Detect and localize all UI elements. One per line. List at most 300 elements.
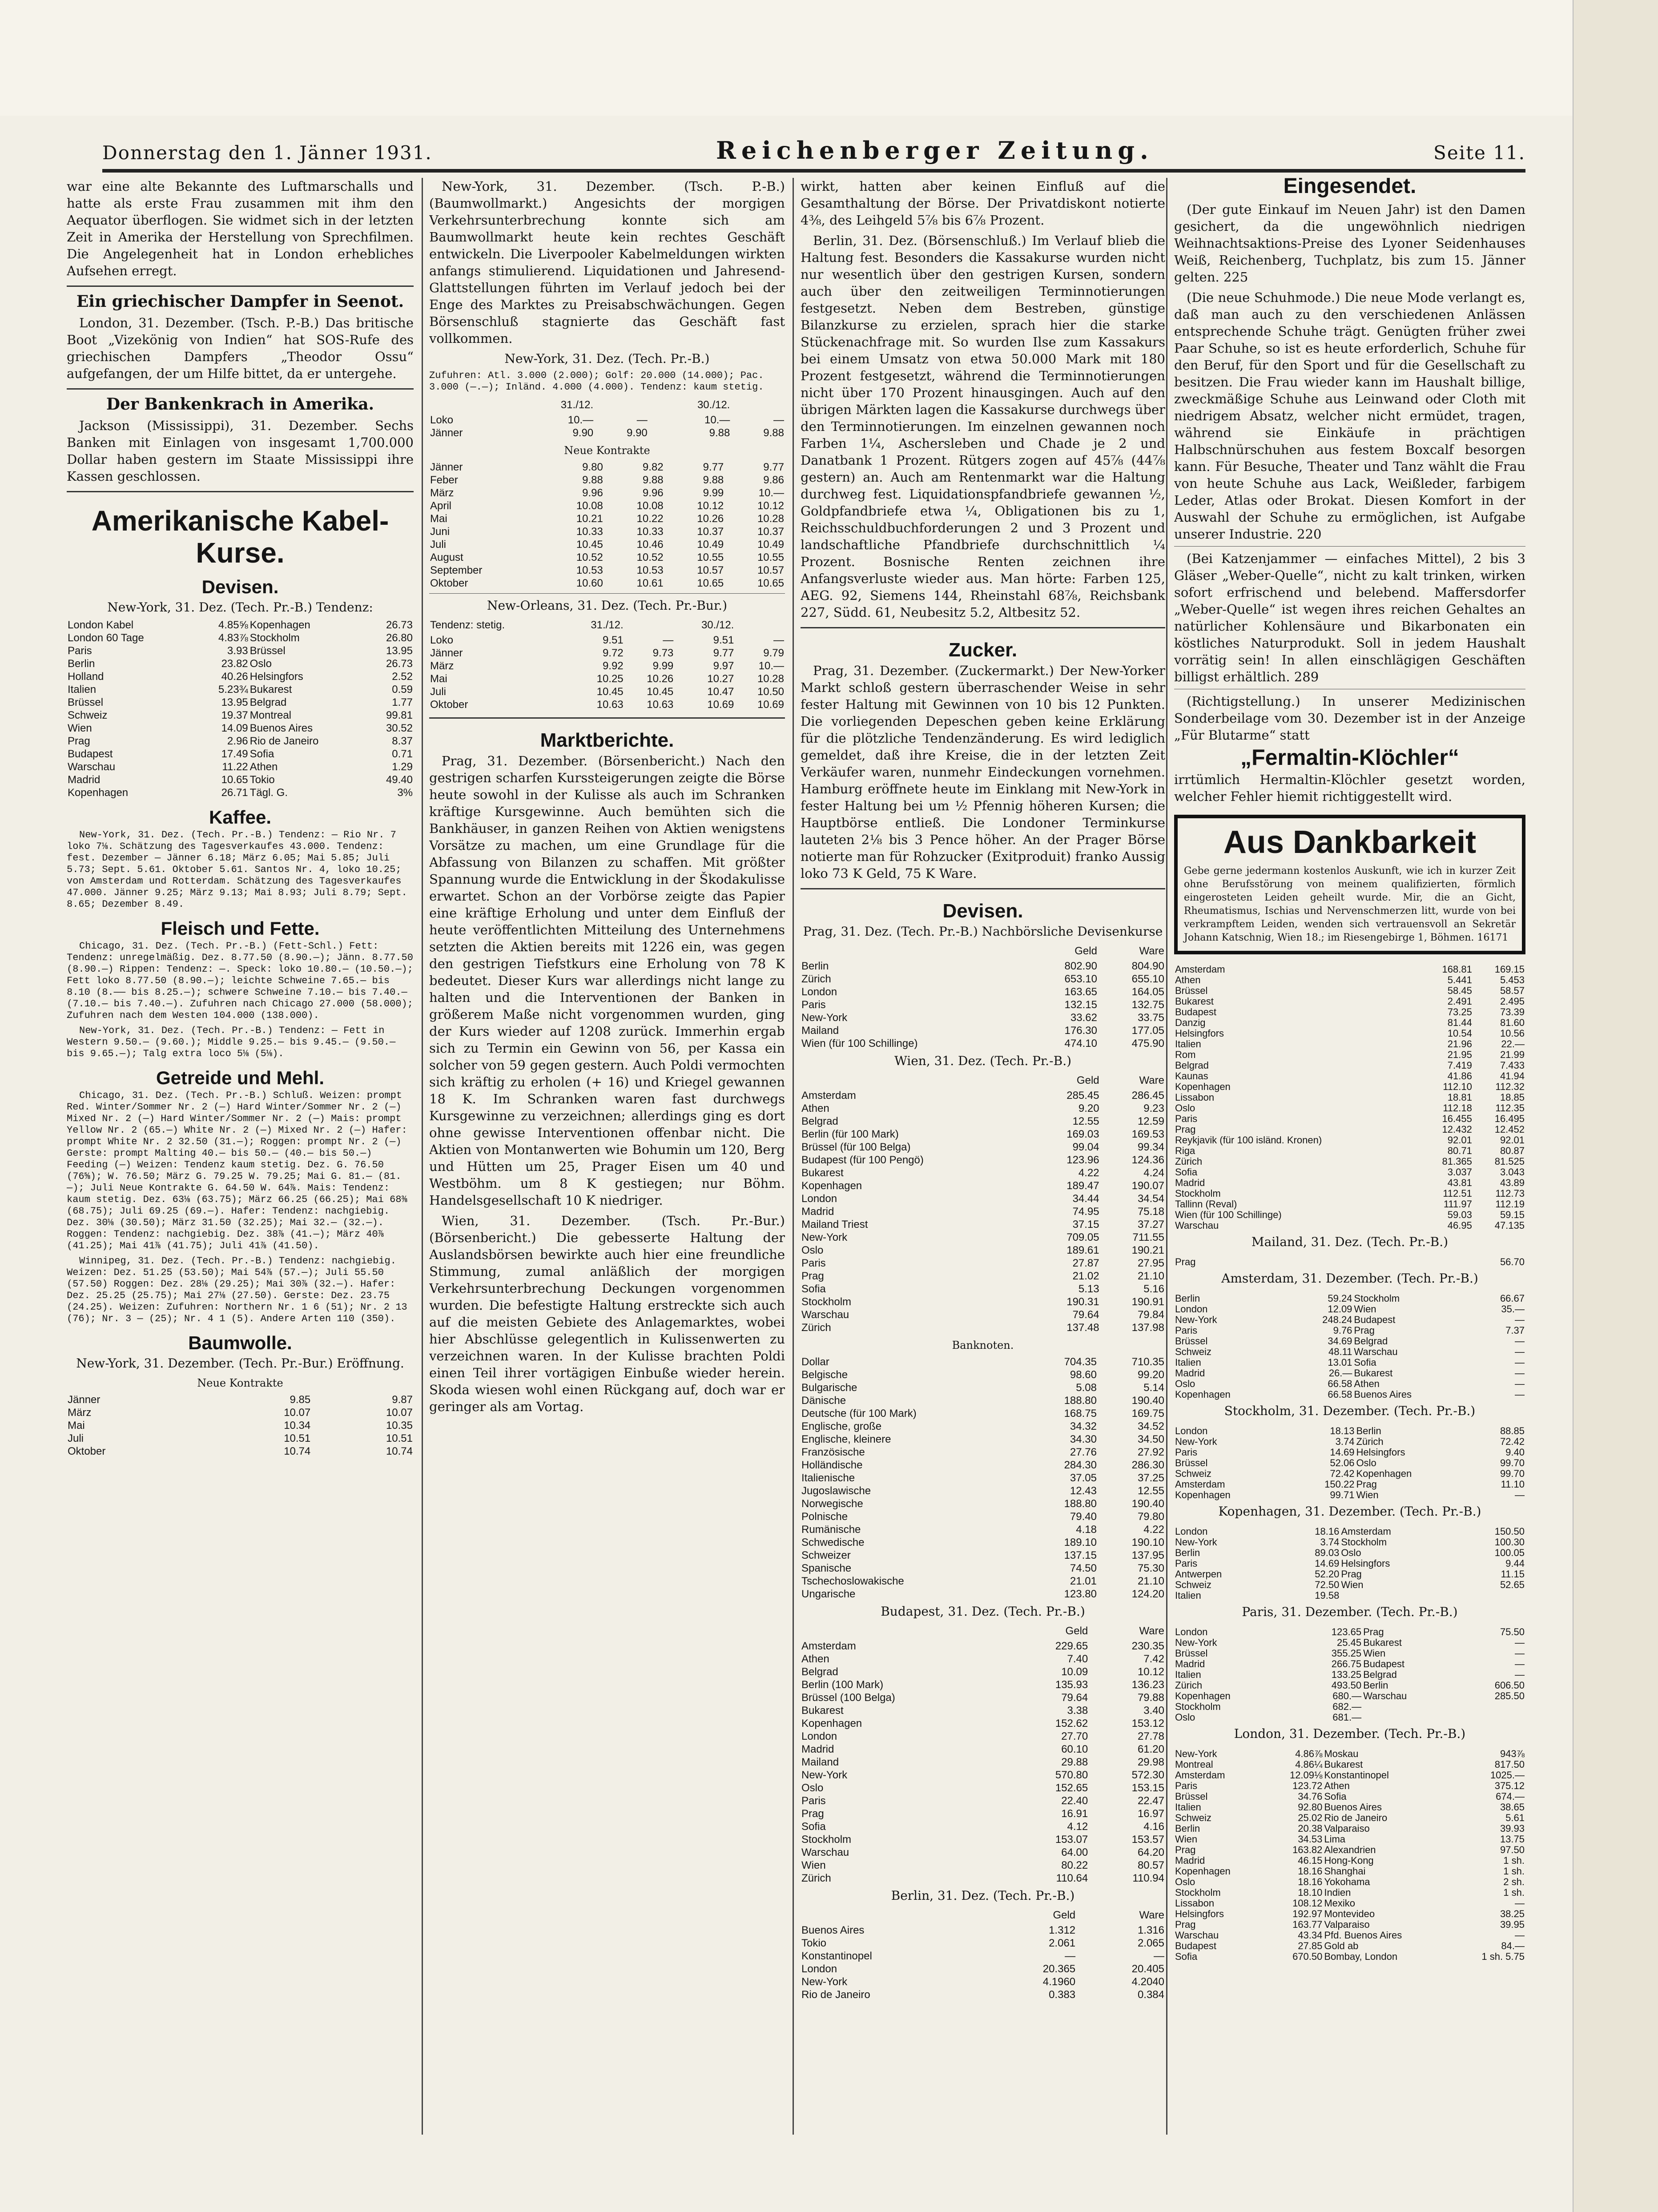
table-row (801, 1963, 1165, 1975)
table-cell: Rio de Janeiro (250, 735, 319, 747)
table-cell: 64.00 (1061, 1846, 1088, 1858)
table-cell: 10.52 (636, 551, 664, 563)
table-cell: 110.64 (1056, 1872, 1088, 1884)
table-cell: 22.— (1501, 1038, 1525, 1050)
table-cell: Stockholm (1341, 1536, 1387, 1548)
table-cell: Italien (1175, 1669, 1201, 1680)
table-cell: 111.97 (1443, 1199, 1472, 1210)
table-cell: 12.55 (1137, 1485, 1164, 1497)
table-cell: 21.10 (1137, 1575, 1164, 1587)
table-cell: Berlin (für 100 Mark) (801, 1128, 899, 1140)
table-cell: Helsingfors (250, 671, 303, 683)
table-row (67, 657, 414, 670)
table-row (1174, 1007, 1525, 1018)
table-cell: Amsterdam (1175, 1479, 1225, 1490)
table-cell: Helsingfors (1175, 1028, 1224, 1039)
table-cell: Schweiz (1175, 1812, 1211, 1823)
table-cell: Rio de Janeiro (801, 1989, 870, 2001)
table-row (1174, 1669, 1525, 1680)
table-row (801, 1588, 1165, 1601)
dateline: Kopenhagen, 31. Dezember. (Tech. Pr.-B.) (1218, 1504, 1481, 1519)
table-cell: Wien (für 100 Schillinge) (1175, 1209, 1282, 1220)
table-cell: 18.10 (1298, 1887, 1323, 1898)
newspaper-title: Reichenberger Zeitung. (716, 136, 1154, 165)
table-cell: Konstantinopel (801, 1950, 872, 1962)
table-cell: Shanghai (1324, 1866, 1366, 1877)
table-cell: Tokio (801, 1937, 827, 1949)
table-cell: 10.69 (757, 699, 784, 711)
table-row (801, 1975, 1165, 1988)
table-cell: Indien (1324, 1887, 1351, 1898)
table-cell: 2 sh. (1503, 1876, 1525, 1887)
table-cell: 10.26 (697, 513, 724, 525)
table-cell: Paris (1175, 1325, 1198, 1336)
table-row (429, 512, 785, 525)
table-cell: Berlin (1363, 1680, 1388, 1691)
table-row (1174, 1325, 1525, 1336)
table-row (1174, 1178, 1525, 1188)
table-cell: 9.77 (703, 461, 724, 473)
table-subhead: Neue Kontrakte (197, 1377, 283, 1389)
table-cell: 135.93 (1055, 1679, 1088, 1691)
table-cell: — (636, 414, 648, 426)
table-cell: 11.22 (222, 761, 248, 773)
column-1 (67, 178, 414, 2135)
table-cell: 13.95 (386, 645, 413, 657)
table-cell: Alexandrien (1324, 1844, 1376, 1855)
table-row (801, 1472, 1165, 1484)
column-header: Ware (1139, 1909, 1164, 1921)
table-cell: — (1515, 1357, 1525, 1368)
column-3 (801, 178, 1165, 2135)
table-cell: 4.86¼ (1295, 1759, 1323, 1770)
table-cell: 132.15 (1064, 999, 1097, 1011)
dateline: New-York, 31. Dez. (Tech. Pr.-B.) Tendenz: (107, 600, 373, 615)
table-cell: 61.20 (1137, 1743, 1164, 1755)
table-cell: Schweiz (1175, 1346, 1211, 1357)
table-row (1174, 1691, 1525, 1701)
column-header: Ware (1139, 945, 1164, 957)
table-cell: Brüssel (1175, 1648, 1208, 1659)
table-cell: 19.37 (221, 709, 248, 721)
table-cell: 10.53 (576, 564, 603, 576)
table-row (801, 1640, 1165, 1653)
table-row (429, 647, 785, 660)
table-cell: 10.37 (757, 526, 784, 538)
table-cell: 10.46 (636, 539, 664, 551)
table-cell: — (1065, 1950, 1076, 1962)
table-row (801, 1924, 1165, 1937)
table-row (801, 1782, 1165, 1794)
table-cell: 72.42 (1500, 1436, 1525, 1447)
table-row (1174, 1188, 1525, 1199)
table-row (1174, 1082, 1525, 1092)
table-cell: Oslo (1175, 1102, 1195, 1114)
table-cell: 27.85 (1298, 1940, 1323, 1951)
table-cell: Madrid (68, 774, 101, 786)
table-cell: 52.06 (1330, 1457, 1355, 1468)
table-cell: 4.2040 (1131, 1976, 1164, 1988)
table-cell: 1 sh. (1503, 1855, 1525, 1866)
table-row (1174, 1845, 1525, 1855)
table-cell: Gold ab (1324, 1940, 1359, 1951)
table-cell: 3.043 (1500, 1166, 1525, 1178)
table-row (1174, 1304, 1525, 1315)
table-cell: 79.64 (1061, 1692, 1088, 1704)
table-row (801, 1321, 1165, 1334)
table-cell: Sofia (1175, 1951, 1198, 1962)
table-row (429, 551, 785, 564)
table-cell: 26.— (1328, 1367, 1352, 1379)
column-4 (1174, 178, 1525, 2135)
table-cell: Stockholm (1175, 1887, 1221, 1898)
table-cell: 110.94 (1132, 1872, 1164, 1884)
table-row (801, 1872, 1165, 1885)
divider (67, 286, 414, 287)
table-cell: 10.07 (284, 1407, 311, 1419)
table-row (67, 786, 414, 799)
table-row (67, 735, 414, 748)
table-header-row (429, 397, 785, 414)
table-cell: Kopenhagen (1175, 1489, 1231, 1500)
table-cell: 10.65 (757, 577, 784, 589)
table-row (429, 685, 785, 698)
table-cell: 22.47 (1137, 1795, 1164, 1807)
table-cell: Athen (801, 1653, 829, 1665)
table-cell: 10.27 (707, 673, 734, 685)
kabel-devisen-table (67, 619, 414, 799)
getreide-report-winnipeg: Winnipeg, 31. Dez. (Tech. Pr.-B.) Tendenz: nachgiebig. Weizen: Dez. 51.25 (53.50); Mai 54⅞ (57.—); Juli 55.50 (57.50) Roggen: Dez. 28⅛ (29.25); Mai 30⅞ (32.—). Hafer: Dez. 25.25 (25.75); Mai 27⅛ (27.50). Gerste: Dez. 23.75 (24.25). Weizen: Zufuhren: Northern Nr. 1 6 (51); Nr. 2 13 (76); Nr. 3 — (25); Nr. 4 1 (5). Andere Arten 110 (350). (67, 1255, 407, 1324)
table-row (1174, 1637, 1525, 1648)
table-cell: 11.15 (1501, 1569, 1525, 1580)
table-cell: 108.12 (1292, 1898, 1323, 1909)
table-cell: — (1515, 1378, 1525, 1389)
table-subhead: Banknoten. (952, 1339, 1014, 1351)
table-cell: 12.55 (1072, 1115, 1099, 1127)
header-date: Donnerstag den 1. Jänner 1931. (102, 142, 432, 164)
table-cell: 4.1960 (1042, 1976, 1076, 1988)
table-cell: Berlin (801, 960, 829, 972)
table-row (1174, 1479, 1525, 1490)
table-cell (1362, 1701, 1458, 1712)
table-cell: Buenos Aires (801, 1924, 865, 1936)
table-row (1174, 1898, 1525, 1909)
table-header-row (429, 617, 785, 634)
table-cell: Oslo (1356, 1457, 1376, 1468)
table-cell: 79.88 (1137, 1692, 1164, 1704)
scan-margin-right (1573, 0, 1658, 2212)
table-cell: 10.49 (757, 539, 784, 551)
table-cell: 74.50 (1070, 1562, 1097, 1574)
table-cell: 680.— (1332, 1690, 1362, 1701)
table-cell: 34.50 (1137, 1433, 1164, 1445)
table-cell: 10.55 (697, 551, 724, 563)
table-cell: 5.13 (1078, 1283, 1099, 1295)
table-cell: — (1515, 1489, 1525, 1500)
table-cell: 286.45 (1131, 1090, 1164, 1102)
table-cell: 112.73 (1495, 1188, 1525, 1199)
table-cell: 7.37 (1505, 1325, 1525, 1336)
table-row (67, 670, 414, 683)
table-cell: Paris (1175, 1780, 1198, 1791)
table-cell: Athen (1324, 1780, 1350, 1791)
table-cell: Lima (1324, 1834, 1346, 1845)
table-cell: 10.28 (757, 513, 784, 525)
table-cell: 4.22 (1078, 1167, 1099, 1179)
mailand-table (1174, 1257, 1525, 1267)
table-cell: 150.50 (1494, 1526, 1525, 1537)
table-cell: Hong-Kong (1324, 1855, 1374, 1866)
table-cell: Bukarest (1363, 1637, 1402, 1648)
table-cell: Belgrad (250, 696, 287, 708)
table-cell: 4.85⅝ (218, 619, 248, 631)
table-cell: 9.88 (582, 474, 603, 486)
table-cell: Kopenhagen (1175, 1389, 1231, 1400)
table-cell: Madrid (1175, 1177, 1205, 1188)
table-cell: Helsingfors (1175, 1908, 1224, 1919)
table-row (801, 1484, 1165, 1497)
table-row (801, 1283, 1165, 1295)
table-row (801, 1665, 1165, 1678)
table-cell: New-York (801, 1976, 848, 1988)
column-header: Ware (1139, 1074, 1164, 1086)
table-cell: Berlin (1356, 1425, 1381, 1436)
table-row (1174, 1941, 1525, 1951)
london-table (1174, 1749, 1525, 1962)
table-cell: 43.81 (1447, 1177, 1472, 1188)
article-berlin-boerse: Berlin, 31. Dez. (Börsenschluß.) Im Verlauf blieb die Haltung fest. Besonders die Kassakurse wurden nicht nur wesentlich über den gestrigen Kursen, sondern auch über den zeitweiligen Terminnotierungen festgesetzt. Neben dem Bestreben, günstige Bilanzkurse zu erzielen, sprach hier die starke Stückenachfrage mit. So wurden Ilse zum Kassakurs bei einem Umsatz von etwa 50.000 Mark mit 180 Prozent festgesetzt, während die Terminnotierungen nicht über 170 Prozent hinausgingen. Auch auf den übrigen Märkten lagen die Kassakurse durchwegs über den Terminnotierungen. Im einzelnen gewannen noch Farben 1¼, Aschersleben und Chade je 2 und Danatbank 1 Prozent. Rütgers zogen auf 45⅞ (44⅞ gestern) an. Auch am Rentenmarkt war die Haltung durchweg fest. Liquidationspfandbriefe gewannen ½, Goldpfandbriefe etwa ¼, Obligationen bis zu 1, Reichsschuldbuchforderungen 2 und 3 Prozent und landschaftliche Pfandbriefe durchschnittlich ¼ Prozent. Bosnische Renten zeichnen ihre Anfangsverluste wieder aus. Man hörte: Farben 125, AEG. 92, Siemens 144, Rheinstahl 68⅞, Reichsbank 227, Südd. 61, Neubesitz 5.2, Altbesitz 52. (801, 233, 1165, 620)
table-cell: Lissabon (1175, 1898, 1215, 1909)
table-row (801, 1704, 1165, 1717)
advertisement-dankbarkeit (1174, 815, 1525, 954)
table-cell: Jugoslawische (801, 1485, 871, 1497)
cotton-orleans-table (429, 617, 785, 711)
table-cell: 59.15 (1500, 1209, 1525, 1220)
table-cell: 81.44 (1447, 1017, 1472, 1028)
table-cell: 18.81 (1447, 1092, 1472, 1103)
table-cell: Prag (1356, 1479, 1377, 1490)
dateline: Amsterdam, 31. Dezember. (Tech. Pr.-B.) (1221, 1271, 1478, 1286)
table-cell: New-York (1175, 1536, 1217, 1548)
table-cell: Prag (1363, 1626, 1384, 1637)
table-cell: Oslo (1341, 1547, 1361, 1558)
table-cell: 5.16 (1143, 1283, 1164, 1295)
table-cell: 8.37 (392, 735, 413, 747)
table-cell: 10.52 (576, 551, 603, 563)
table-row (429, 414, 785, 426)
table-row (801, 1179, 1165, 1192)
table-cell: 66.67 (1500, 1293, 1525, 1304)
dateline: Budapest, 31. Dez. (Tech. Pr.-B.) (881, 1604, 1085, 1619)
table-cell: Jänner (430, 461, 463, 473)
dateline: Stockholm, 31. Dezember. (Tech. Pr.-B.) (1224, 1404, 1476, 1418)
section-marktberichte: Marktberichte. (540, 729, 674, 751)
column-header: 30./12. (697, 399, 730, 411)
table-cell: Tägl. G. (250, 787, 288, 799)
table-row (429, 525, 785, 538)
table-row (67, 1406, 414, 1419)
table-cell: 10.25 (596, 673, 624, 685)
table-cell: 153.07 (1055, 1834, 1088, 1846)
table-cell: Oslo (801, 1782, 824, 1794)
table-cell: 9.72 (602, 647, 624, 659)
table-cell: 10.49 (697, 539, 724, 551)
table-cell: Reykjavik (für 100 isländ. Kronen) (1175, 1134, 1322, 1146)
table-cell: London (801, 986, 837, 998)
fleisch-report-newyork: New-York, 31. Dez. (Tech. Pr.-B.) Tendenz: — Fett in Western 9.50.— (9.60.); Middle 9.25.— bis 9.45.— (9.50.— bis 9.65.—); Talg extra loco 5⅛ (5⅛). (67, 1025, 396, 1059)
table-row (801, 1536, 1165, 1549)
table-cell: 5.14 (1143, 1382, 1164, 1394)
table-cell: Bukarest (250, 684, 292, 696)
table-cell: 19.58 (1315, 1590, 1340, 1601)
table-row (1174, 1315, 1525, 1325)
table-cell: Stockholm (801, 1296, 852, 1308)
table-cell: 10.45 (647, 686, 674, 698)
table-cell: 26.73 (386, 619, 413, 631)
table-cell: 124.36 (1131, 1154, 1164, 1166)
table-cell: 75.18 (1137, 1206, 1164, 1218)
table-row (1174, 1293, 1525, 1304)
column-header: Geld (1076, 1074, 1099, 1086)
table-cell: 5.61 (1505, 1812, 1525, 1823)
table-cell: 189.10 (1064, 1536, 1097, 1548)
table-cell: 66.58 (1328, 1389, 1352, 1400)
table-cell: Belgrad (801, 1115, 838, 1127)
table-cell: Mai (68, 1420, 85, 1432)
table-cell: 163.65 (1064, 986, 1097, 998)
table-cell: Jänner (430, 647, 463, 659)
table-row (429, 487, 785, 499)
table-cell: New-York (1175, 1436, 1217, 1447)
table-cell: 38.65 (1500, 1802, 1525, 1813)
table-cell: 34.32 (1070, 1420, 1097, 1432)
table-cell: Athen (250, 761, 278, 773)
table-cell: 12.43 (1070, 1485, 1097, 1497)
table-cell: 2.495 (1500, 996, 1525, 1007)
table-cell: 16.495 (1494, 1113, 1525, 1124)
table-cell: 10.51 (284, 1432, 311, 1444)
table-cell: Budapest (68, 748, 113, 760)
column-header (594, 397, 648, 414)
table-cell: — (1515, 1314, 1525, 1325)
table-cell: 10.60 (576, 577, 603, 589)
table-cell: 9.92 (602, 660, 624, 672)
table-cell: 9.88 (709, 427, 730, 439)
table-row (801, 1833, 1165, 1846)
table-cell: 9.77 (763, 461, 784, 473)
table-cell: 33.62 (1070, 1012, 1097, 1024)
table-row (67, 631, 414, 644)
table-cell: 21.96 (1447, 1038, 1472, 1050)
table-row (801, 1244, 1165, 1257)
table-cell: 190.40 (1131, 1498, 1164, 1510)
table-cell: 100.30 (1494, 1536, 1525, 1548)
table-cell: Sofia (1354, 1357, 1376, 1368)
table-cell: 52.20 (1315, 1569, 1340, 1580)
table-cell: Bulgarische (801, 1382, 857, 1394)
dateline: New-York, 31. Dez. (Tech. Pr.-B.) (504, 351, 710, 366)
table-cell: Wien (1363, 1648, 1386, 1659)
table-cell: Wien (801, 1859, 826, 1871)
table-cell: Italien (68, 684, 97, 696)
table-row (801, 1192, 1165, 1205)
table-cell: 10.21 (576, 513, 603, 525)
table-cell: Athen (1354, 1378, 1380, 1389)
table-cell: Valparaiso (1324, 1919, 1370, 1930)
table-cell: 189.61 (1066, 1244, 1099, 1256)
table-row (801, 985, 1165, 998)
table-cell: 98.60 (1070, 1369, 1097, 1381)
table-cell: Warschau (1175, 1930, 1219, 1941)
table-cell: Konstantinopel (1324, 1770, 1389, 1781)
kaffee-report: New-York, 31. Dez. (Tech. Pr.-B.) Tendenz: — Rio Nr. 7 loko 7⅛. Schätzung des Tagesverkaufes 43.000. Tendenz: fest. Dezember — Jänner 6.18; März 6.05; Mai 5.85; Juli 5.73; Sept. 5.61. Oktober 5.61. Santos Nr. 4, loko 10.25; von Amsterdam und Rotterdam. Schätzung des Tagesverkaufes 47.000. Jänner 9.25; März 9.13; Mai 8.93; Juli 8.79; Sept. 8.65; Dezember 8.49. (67, 829, 407, 910)
table-cell: 169.75 (1131, 1408, 1164, 1420)
table-cell: Kopenhagen (801, 1180, 862, 1192)
table-cell: 192.97 (1292, 1908, 1323, 1919)
table-row (1174, 1887, 1525, 1898)
table-cell (1330, 1257, 1343, 1267)
table-row (1174, 964, 1525, 975)
table-cell: 10.45 (576, 539, 603, 551)
table-cell: Italienische (801, 1472, 855, 1484)
table-row (1174, 1060, 1525, 1071)
article-dampfer: London, 31. Dezember. (Tsch. P.-B.) Das britische Boot „Vizekönig von Indien“ hat SOS-Rufe des griechischen Dampfers „Theodor Ossu“ aufgefangen, der um Hilfe bittet, da er untergehe. (67, 315, 414, 381)
table-cell: 4.83⅞ (218, 632, 248, 644)
dateline: Paris, 31. Dezember. (Tech. Pr.-B.) (1242, 1605, 1458, 1619)
table-cell: Warschau (801, 1846, 849, 1858)
table-cell: 10.47 (707, 686, 734, 698)
table-cell: 9.76 (1333, 1325, 1352, 1336)
table-row (1174, 1156, 1525, 1167)
table-cell: 169.15 (1494, 964, 1525, 975)
section-eingesendet: Eingesendet. (1283, 178, 1417, 198)
table-cell: Paris (1175, 1558, 1198, 1569)
section-devisen: Devisen. (201, 576, 279, 597)
table-cell: Zürich (801, 1872, 831, 1884)
table-row (801, 1446, 1165, 1459)
table-row (801, 1730, 1165, 1743)
table-cell: 9.20 (1078, 1102, 1099, 1114)
table-cell: 37.15 (1072, 1219, 1099, 1231)
table-cell: Danzig (1175, 1017, 1206, 1028)
table-cell: 47.135 (1494, 1220, 1525, 1231)
column-2 (429, 178, 785, 2135)
table-cell: Italien (1175, 1038, 1201, 1050)
table-cell: 46.15 (1298, 1855, 1323, 1866)
table-cell: 190.21 (1131, 1244, 1164, 1256)
table-cell: Athen (1175, 974, 1201, 985)
table-cell: Schwedische (801, 1536, 865, 1548)
table-cell: 653.10 (1064, 973, 1097, 985)
headline-bankenkrach: Der Bankenkrach in Amerika. (106, 395, 374, 414)
table-row (801, 1394, 1165, 1407)
table-cell: 670.50 (1292, 1951, 1323, 1962)
table-row (1174, 1627, 1525, 1637)
table-cell: Antwerpen (1175, 1569, 1222, 1580)
table-cell: 37.27 (1137, 1219, 1164, 1231)
table-row (1174, 1855, 1525, 1866)
table-cell: Tschechoslowakische (801, 1575, 904, 1587)
table-cell: Riga (1175, 1145, 1195, 1156)
table-cell: Budapest (1363, 1658, 1405, 1669)
table-row (801, 1769, 1165, 1782)
table-cell: Brüssel (250, 645, 286, 657)
table-cell: Wien (1356, 1489, 1379, 1500)
table-row (1174, 1813, 1525, 1823)
divider (429, 593, 785, 594)
table-cell (1458, 1712, 1525, 1723)
table-cell: 3.38 (1067, 1705, 1088, 1717)
